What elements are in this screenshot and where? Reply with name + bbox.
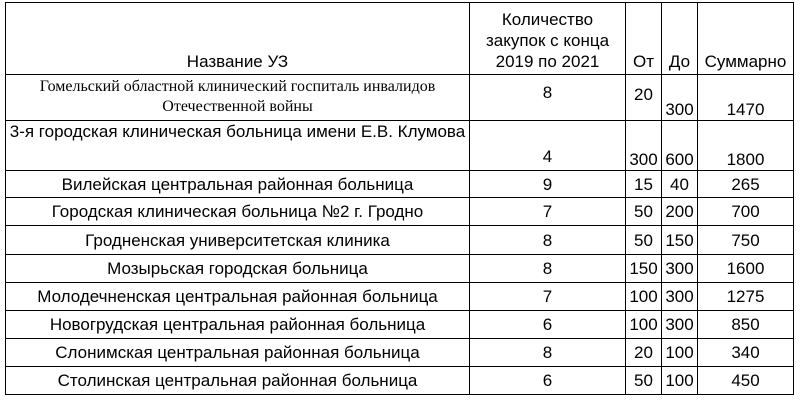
price-to: 300 (662, 311, 698, 339)
total-sum: 750 (698, 226, 794, 255)
price-from: 50 (626, 198, 662, 226)
price-from: 50 (626, 226, 662, 255)
price-to: 100 (662, 339, 698, 367)
price-to: 150 (662, 226, 698, 255)
hospital-name: 3-я городская клиническая больница имени Е.В. Клумова (6, 121, 470, 171)
header-count: Количество закупок с конца 2019 по 2021 (470, 3, 626, 75)
total-sum: 700 (698, 198, 794, 226)
header-to: До (662, 3, 698, 75)
table-row (6, 75, 794, 121)
purchase-count: 6 (470, 367, 626, 395)
hospital-name: Вилейская центральная районная больница (6, 171, 470, 198)
table-row (6, 198, 794, 226)
price-to: 600 (662, 121, 698, 171)
price-to: 200 (662, 198, 698, 226)
price-from: 20 (626, 75, 662, 121)
purchase-count: 9 (470, 171, 626, 198)
hospital-name: Городская клиническая больница №2 г. Гродно (6, 198, 470, 226)
total-sum: 340 (698, 339, 794, 367)
price-from: 300 (626, 121, 662, 171)
total-sum: 1600 (698, 255, 794, 283)
table-row (6, 226, 794, 255)
hospital-name: Столинская центральная районная больница (6, 367, 470, 395)
total-sum: 1275 (698, 283, 794, 311)
purchase-count: 7 (470, 198, 626, 226)
price-to: 300 (662, 255, 698, 283)
price-to: 100 (662, 367, 698, 395)
hospital-name: Молодечненская центральная районная больница (6, 283, 470, 311)
table-row (6, 171, 794, 198)
hospital-name: Гомельский областной клинический госпиталь инвалидов Отечественной войны (6, 75, 470, 121)
purchase-count: 8 (470, 339, 626, 367)
purchase-count: 8 (470, 75, 626, 121)
purchase-count: 7 (470, 283, 626, 311)
price-from: 100 (626, 283, 662, 311)
total-sum: 850 (698, 311, 794, 339)
purchase-count: 8 (470, 255, 626, 283)
total-sum: 265 (698, 171, 794, 198)
price-from: 20 (626, 339, 662, 367)
header-total: Суммарно (698, 3, 794, 75)
hospital-name: Слонимская центральная районная больница (6, 339, 470, 367)
purchase-count: 8 (470, 226, 626, 255)
table-row (6, 283, 794, 311)
total-sum: 1470 (698, 75, 794, 121)
price-to: 300 (662, 283, 698, 311)
header-from: От (626, 3, 662, 75)
price-from: 50 (626, 367, 662, 395)
purchase-count: 6 (470, 311, 626, 339)
price-from: 15 (626, 171, 662, 198)
price-from: 100 (626, 311, 662, 339)
table-row (6, 121, 794, 171)
procurement-table (5, 2, 794, 395)
table-row (6, 255, 794, 283)
price-from: 150 (626, 255, 662, 283)
hospital-name: Мозырьская городская больница (6, 255, 470, 283)
price-to: 40 (662, 171, 698, 198)
hospital-name: Новогрудская центральная районная больница (6, 311, 470, 339)
table-row (6, 339, 794, 367)
price-to: 300 (662, 75, 698, 121)
hospital-name: Гродненская университетская клиника (6, 226, 470, 255)
table-row (6, 311, 794, 339)
header-name: Название УЗ (6, 3, 470, 75)
total-sum: 450 (698, 367, 794, 395)
total-sum: 1800 (698, 121, 794, 171)
purchase-count: 4 (470, 121, 626, 171)
table-row (6, 367, 794, 395)
header-row (6, 3, 794, 75)
